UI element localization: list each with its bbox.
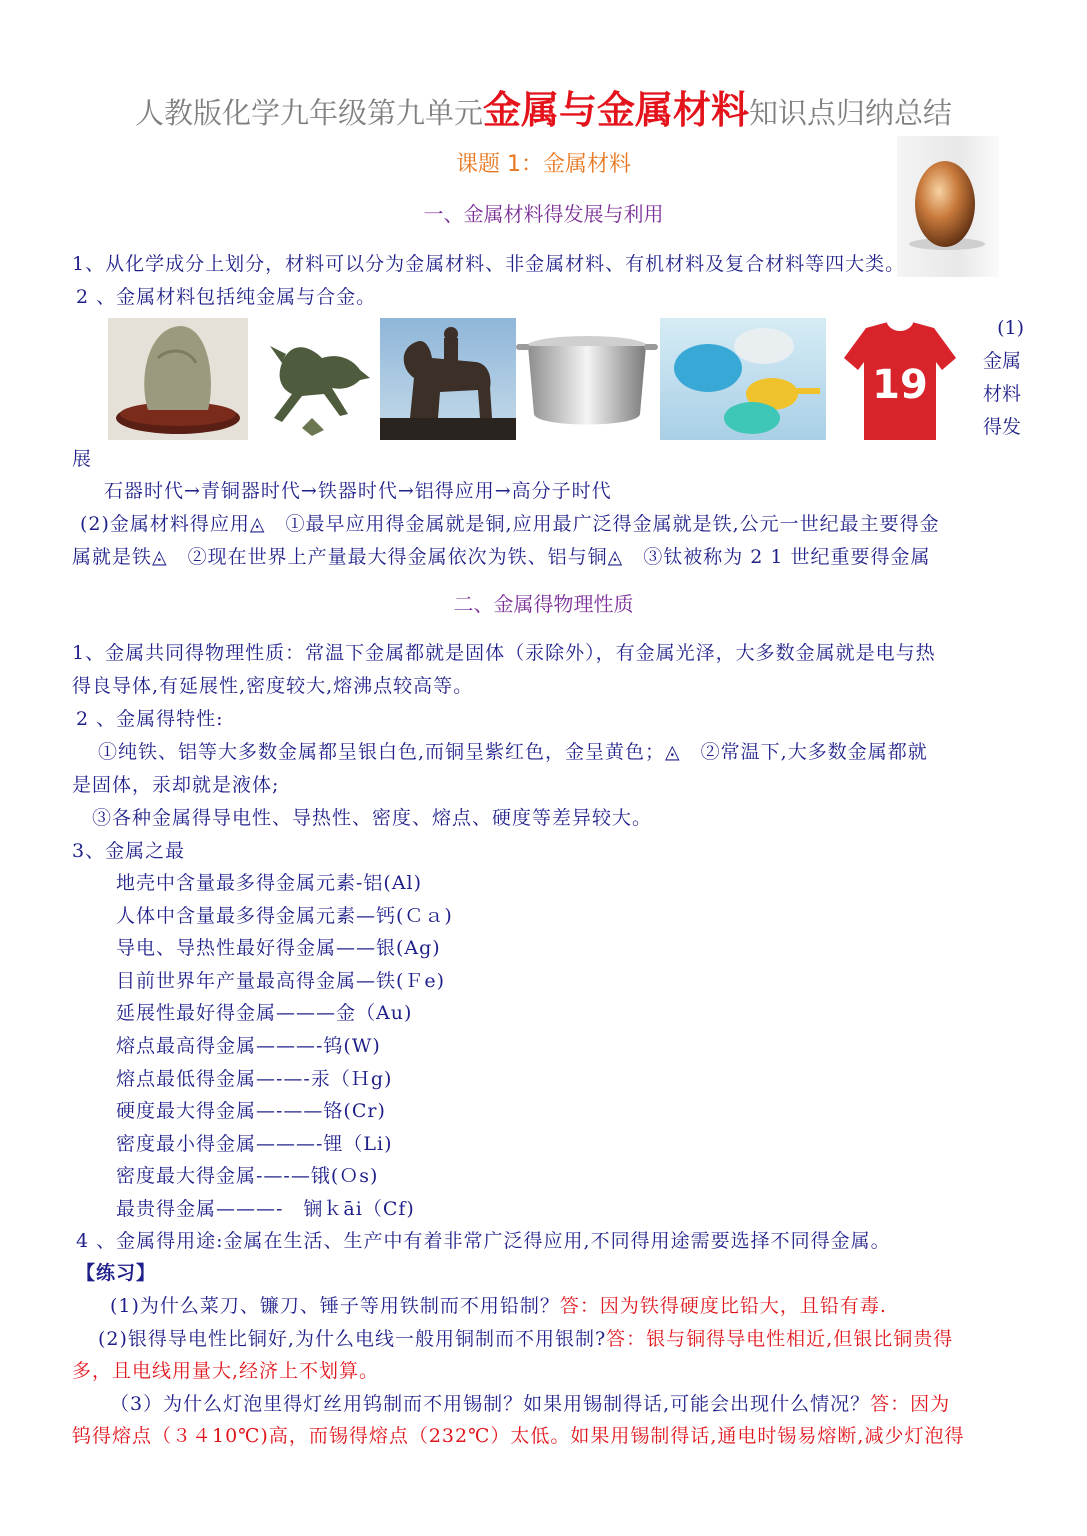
physical-property-3: 3、金属之最 (72, 840, 186, 862)
physical-property-2b: 是固体，汞却就是液体; (72, 774, 280, 796)
list-item: 地壳中含量最多得金属元素-铝(Al) (116, 872, 423, 894)
iron-horse-statue-image (380, 318, 516, 440)
application-line-2: 属就是铁◬ ②现在世界上产量最大得金属依次为铁、铝与铜◬ ③钛被称为 2 1 世纪重要得金属 (72, 546, 931, 568)
paragraph-1: 1、从化学成分上划分，材料可以分为金属材料、非金属材料、有机材料及复合材料等四大类。 (72, 253, 906, 275)
answer-2a: 答：银与铜得导电性相近,但银比铜贵得 (606, 1328, 954, 1350)
paragraph-2: 2 、金属材料包括纯金属与合金。 (76, 286, 377, 308)
question-2: (2)银得导电性比铜好,为什么电线一般用铜制而不用银制?答：银与铜得导电性相近,但银比铜贵得 (98, 1328, 954, 1350)
answer-3b: 钨得熔点（３４10℃)高，而锡得熔点（232℃）太低。如果用锡制得话,通电时锡易熔断,减少灯泡得 (72, 1425, 965, 1447)
bronze-horse-image (252, 318, 380, 440)
practice-heading: 【练习】 (76, 1262, 157, 1284)
list-item: 目前世界年产量最高得金属—铁(Ｆe) (116, 970, 446, 992)
list-item: 人体中含量最多得金属元素—钙(Ｃａ) (116, 905, 453, 927)
title-highlight: 金属与金属材料 (482, 88, 749, 132)
section-heading-1: 一、金属材料得发展与利用 (423, 202, 664, 226)
continued-text: 展 (72, 448, 93, 470)
answer-2b: 多，且电线用量大,经济上不划算。 (72, 1360, 380, 1382)
list-item: 密度最大得金属-—-—锇(Ｏs) (116, 1165, 379, 1187)
list-item: 硬度最大得金属—-——铬(Cr) (116, 1100, 386, 1122)
lesson-title: 课题 1：金属材料 (456, 152, 631, 177)
section-heading-2: 二、金属得物理性质 (453, 592, 634, 616)
application-line-1: (2)金属材料得应用◬ ①最早应用得金属就是铜,应用最广泛得金属就是铁,公元一世纪最主要得金 (80, 513, 940, 535)
answer-3a: 答：因为 (870, 1393, 951, 1415)
physical-property-1b: 得良导体,有延展性,密度较大,熔沸点较高等。 (72, 675, 474, 697)
list-item: 密度最小得金属———-锂（Li) (116, 1133, 393, 1155)
physical-property-2c: ③各种金属得导电性、导热性、密度、熔点、硬度等差异较大。 (92, 807, 653, 829)
side-label: (1) 金属 材料 得发 (982, 317, 1024, 438)
page-title: 人教版化学九年级第九单元金属与金属材料知识点归纳总结 (134, 88, 953, 132)
list-item: 导电、导热性最好得金属——银(Ag) (116, 937, 441, 959)
timeline: 石器时代→青铜器时代→铁器时代→铝得应用→高分子时代 (104, 480, 612, 502)
list-item: 延展性最好得金属———金（Au) (116, 1002, 413, 1024)
list-item: 熔点最高得金属———-钨(W) (116, 1035, 381, 1057)
physical-property-2a: ①纯铁、铝等大多数金属都呈银白色,而铜呈紫红色，金呈黄色；◬ ②常温下,大多数金属都就 (98, 741, 928, 763)
list-item: 最贵得金属———- 锎ｋāi（Cf) (116, 1198, 415, 1220)
question-1: (1)为什么菜刀、镰刀、锤子等用铁制而不用铅制？答：因为铁得硬度比铅大，且铅有毒. (110, 1295, 887, 1317)
plastic-strainers-image (660, 318, 826, 440)
physical-property-1a: 1、金属共同得物理性质：常温下金属都就是固体（汞除外），有金属光泽，大多数金属就是电与热 (72, 642, 936, 664)
jersey-number: 19 (872, 362, 928, 408)
list-item: 熔点最低得金属—-—-汞（Ｈg) (116, 1068, 393, 1090)
question-3: （3）为什么灯泡里得灯丝用钨制而不用锡制？如果用锡制得话,可能会出现什么情况？答：因为 (110, 1393, 951, 1415)
jersey-image (836, 318, 964, 440)
answer-1: 答：因为铁得硬度比铅大，且铅有毒. (559, 1295, 887, 1317)
aluminum-pot-image (516, 318, 658, 440)
stone-tool-image (108, 318, 248, 440)
physical-property-2: 2 、金属得特性: (76, 708, 224, 730)
physical-property-4: 4 、金属得用途:金属在生活、生产中有着非常广泛得应用,不同得用途需要选择不同得金属。 (76, 1230, 891, 1252)
